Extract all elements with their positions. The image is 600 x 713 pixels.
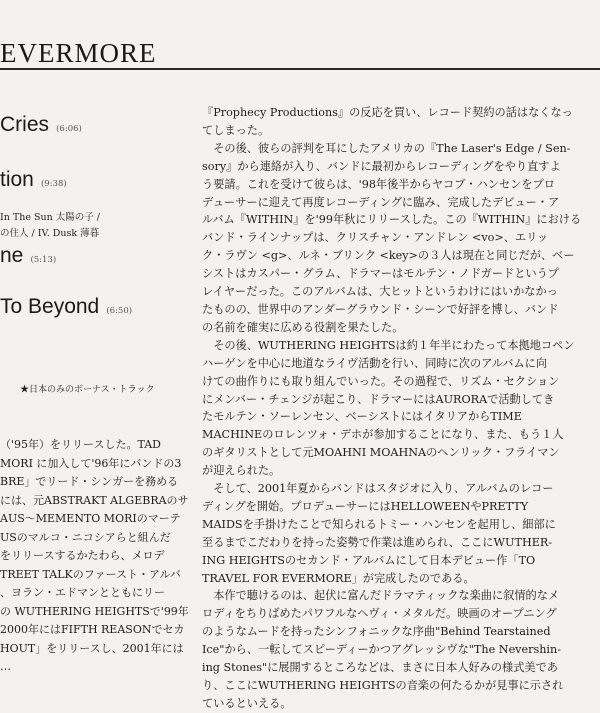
text-line: が迎えられた。	[202, 464, 281, 478]
text-line: う要請。これを受けて彼らは、'98年後半からヤコブ・ハンセンをプロ	[202, 177, 555, 191]
track-item	[0, 295, 132, 319]
text-line: BRE」でリード・シンガーを務める	[0, 475, 179, 488]
track-title: tion	[0, 168, 34, 191]
text-line: のギタリストとして元MOAHNI MOAHNAのヘンリック・フライマン	[202, 446, 560, 460]
body-text-column	[202, 104, 594, 713]
text-line: ルバム『WITHIN』を'99年秋にリリースした。この『WITHIN』における	[202, 213, 582, 227]
text-line: バンド・ラインナップは、クリスチャン・アンドレン <vo>、エリッ	[202, 231, 549, 245]
text-line: ているといえる。	[202, 696, 292, 710]
text-line: の名前を確実に広める役割を果たした。	[202, 320, 404, 334]
track-item	[0, 113, 82, 137]
text-line: けての曲作りにも取り組んでいった。その過程で、リズム・セクション	[202, 374, 560, 388]
text-line: sory』から連絡が入り、バンドに最初からレコーディングをやり直すよ	[202, 159, 561, 173]
text-line: ロディをちりばめたパワフルなヘヴィ・メタルだ。映画のオープニング	[202, 607, 557, 621]
text-line: ハーゲンを中心に地道なライヴ活動を行い、同時に次のアルバムに向	[202, 356, 548, 370]
text-line: USのマルコ・ニコシアらと組んだ	[0, 530, 171, 544]
text-line: にメンバー・チェンジが起こり、ドラマーにはAURORAで活動してき	[202, 392, 555, 406]
text-line: デューサーに迎えて再度レコーディングに臨み、完成したデビュー・ア	[202, 195, 560, 209]
text-line: （'95年）をリリースした。TAD	[0, 438, 161, 451]
text-line: 2000年にはFIFTH REASONでセカ	[0, 623, 185, 636]
text-line: ディングを開始。プロデューサーにはHELLOWEENやPRETTY	[202, 499, 529, 513]
text-line: MAIDSを手掛けたことで知られるトミー・ハンセンを起用し、細部に	[202, 517, 556, 531]
text-line: MACHINEのロレンツォ・デホが参加することになり、また、もう１人	[202, 428, 564, 442]
track-subtitle-line: In The Sun 太陽の子 /	[0, 212, 100, 223]
text-line: り、ここにWUTHERING HEIGHTSの音楽の何たるかが見事に示され	[202, 679, 564, 692]
text-line: 、ヨラン・エドマンとともにリー	[0, 586, 165, 599]
text-line: 至るまでこだわりを持った姿勢で作業は進められ、ここにWUTHER-	[202, 535, 553, 549]
track-duration: (9:38)	[40, 179, 67, 189]
text-line: HOUT」をリリースし、2001年には	[0, 641, 184, 655]
text-line: その後、WUTHERING HEIGHTSは約１年半にわたって本拠地コペン	[202, 338, 575, 352]
track-title: Cries	[0, 113, 50, 136]
track-item	[0, 244, 56, 268]
left-paragraph	[0, 436, 198, 677]
text-line: その後、彼らの評判を耳にしたアメリカの『The Laser's Edge / Sen-	[202, 141, 571, 155]
track-subtitle-line: の住人 / IV. Dusk 薄暮	[0, 228, 100, 239]
track-duration: (5:13)	[30, 255, 57, 265]
text-line: てしまった。	[202, 123, 270, 137]
text-line: のようなムードを持ったシンフォニックな序曲"Behind Tearstained	[202, 625, 551, 639]
text-line: ing Stones"に展開するところなどは、まさに日本人好みの様式美であ	[202, 661, 558, 675]
text-line: 本作で聴けるのは、起伏に富んだドラマティックな楽曲に叙情的なメ	[202, 589, 560, 603]
text-line: をリリースするかたわら、メロデ	[0, 549, 165, 562]
tracklist-column	[0, 0, 200, 673]
track-title: ne	[0, 244, 24, 267]
text-line: には、元ABSTRAKT ALGEBRAのサ	[0, 493, 189, 507]
text-line: ING HEIGHTSのセカンド・アルバムにして日本デビュー作「TO	[202, 553, 536, 567]
track-title: To Beyond	[0, 295, 100, 318]
album-title-header: EVERMORE	[0, 38, 157, 68]
text-line: レイヤーだった。このアルバムは、大ヒットというわけにはいかなかっ	[202, 285, 558, 299]
text-line: TREET TALKのファースト・アルバ	[0, 567, 181, 581]
text-line: Ice"から、一転してスピーディーかつアグレッシヴな"The Nevershin-	[202, 643, 561, 657]
text-line: …	[0, 660, 11, 673]
bonus-track-note: ★日本のみのボーナス・トラック	[20, 385, 155, 395]
text-line: MORI に加入して'96年にバンドの3	[0, 456, 182, 470]
track-item	[0, 168, 67, 192]
text-line: ク・ラヴン <g>、ルネ・ブリンク <key>の３人は現在と同じだが、ベー	[202, 249, 575, 263]
text-line: TRAVEL FOR EVERMORE」が完成したのである。	[202, 571, 475, 585]
track-duration: (6:50)	[106, 306, 133, 316]
text-line: の WUTHERING HEIGHTSで'99年	[0, 604, 189, 618]
text-line: 『Prophecy Productions』の反応を買い、レコード契約の話はなくなっ	[202, 106, 573, 119]
track-duration: (6:06)	[56, 124, 82, 134]
text-line: AUS～MEMENTO MORIのマーテ	[0, 512, 181, 525]
text-line: そして、2001年夏からバンドはスタジオに入り、アルバムのレコー	[202, 482, 554, 496]
text-line: シストはカスパー・グラム、ドラマーはモルテン・ノドガードというプ	[202, 267, 559, 281]
text-line: たものの、世界中のアンダーグラウンド・シーンで好評を博し、バンド	[202, 302, 559, 316]
text-line: たモルテン・ソーレンセン、ベーシストにはイタリアからTIME	[202, 410, 522, 424]
